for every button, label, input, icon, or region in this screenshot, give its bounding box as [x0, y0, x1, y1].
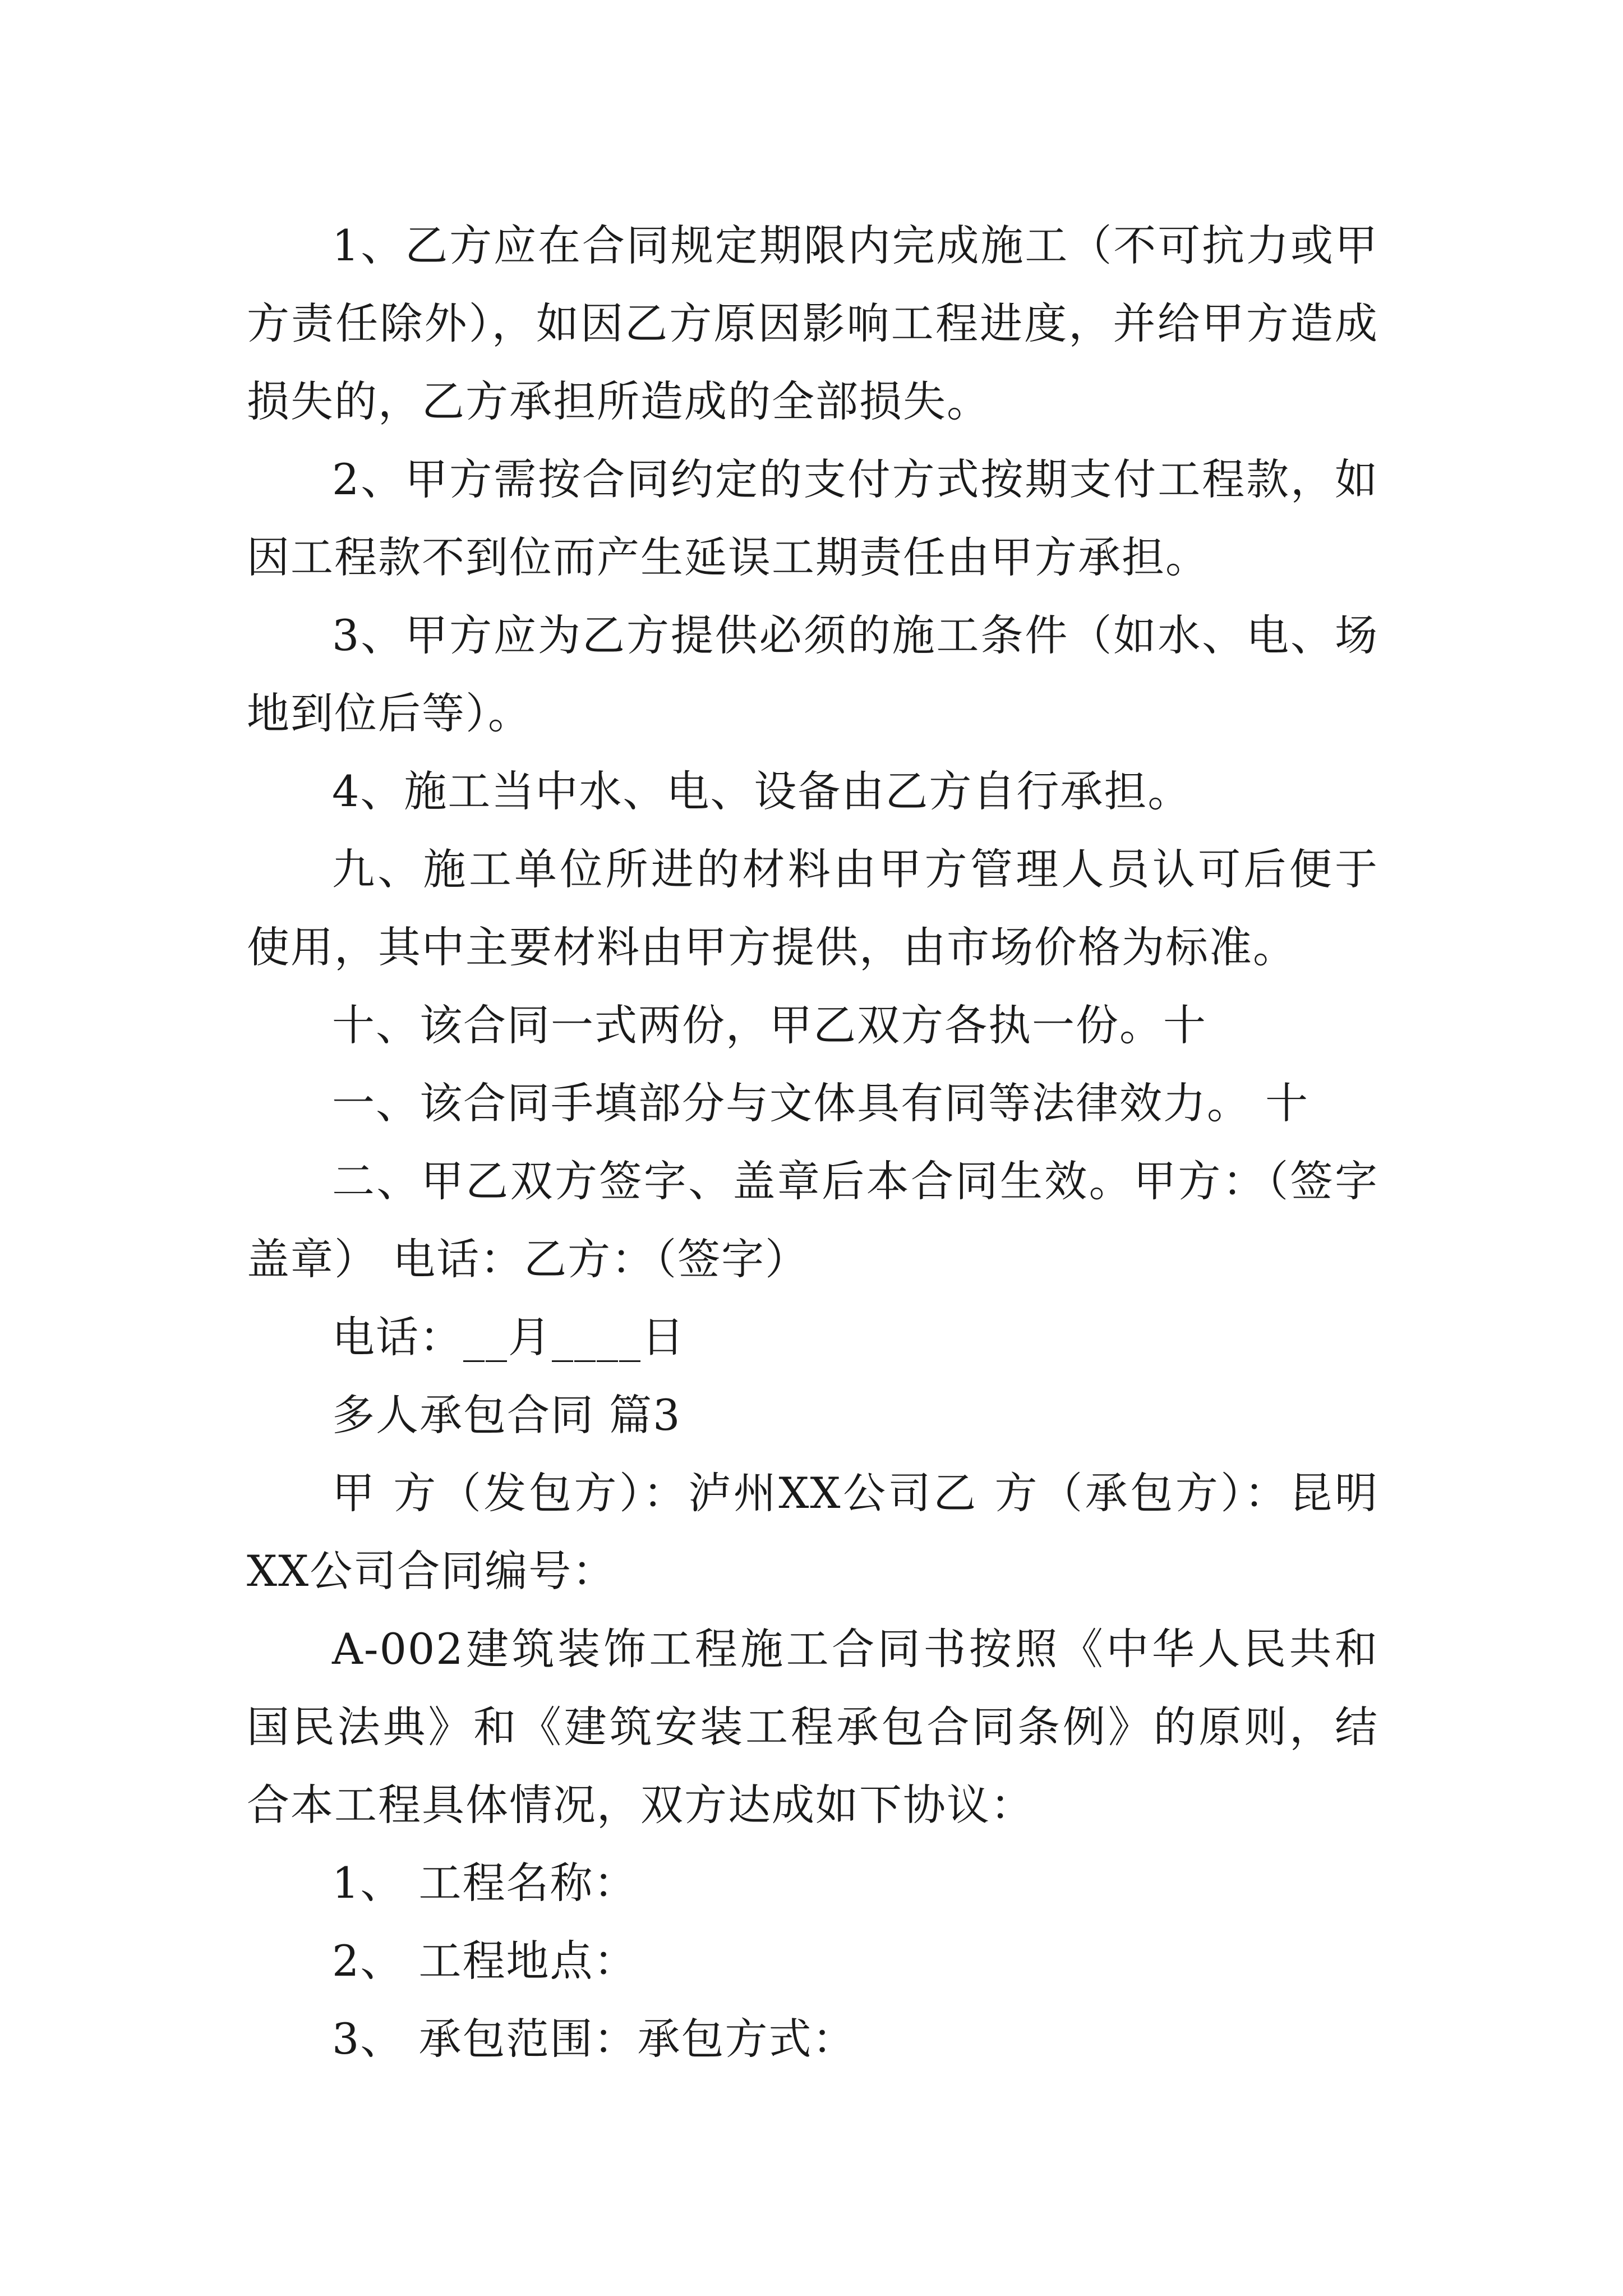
item-project-name: 1、 工程名称： — [332, 1858, 638, 1908]
section-heading: 多人承包合同 篇3 — [332, 1390, 681, 1440]
item-contract-scope: 3、 承包范围：承包方式： — [332, 2014, 856, 2064]
document-body — [247, 206, 1378, 2078]
clause-11-handwritten: 一、该合同手填部分与文体具有同等法律效力。 十 — [332, 1078, 1310, 1128]
clause-3-site-conditions: 3、甲方应为乙方提供必须的施工条件（如水、电、场地到位后等）。 — [247, 610, 1378, 738]
clause-1-construction-deadline: 1、乙方应在合同规定期限内完成施工（不可抗力或甲方责任除外），如因乙方原因影响工程进度，并给甲方造成损失的，乙方承担所造成的全部损失。 — [247, 220, 1378, 426]
clause-2-payment: 2、甲方需按合同约定的支付方式按期支付工程款，如因工程款不到位而产生延误工期责任由甲方承担。 — [247, 454, 1378, 582]
signature-date-line: 电话：__月____日 — [332, 1312, 685, 1362]
parties-line: 甲 方（发包方）：泸州XX公司乙 方（承包方）：昆明XX公司合同编号： — [247, 1468, 1378, 1596]
contract-preamble: A-002建筑装饰工程施工合同书按照《中华人民共和国民法典》和《建筑安装工程承包合同条例》的原则，结合本工程具体情况，双方达成如下协议： — [247, 1624, 1378, 1830]
clause-9-materials: 九、施工单位所进的材料由甲方管理人员认可后便于使用，其中主要材料由甲方提供，由市场价格为标准。 — [247, 844, 1378, 972]
clause-4-utilities: 4、施工当中水、电、设备由乙方自行承担。 — [332, 766, 1192, 816]
clause-10-copies: 十、该合同一式两份，甲乙双方各执一份。十 — [332, 1000, 1207, 1050]
item-project-location: 2、 工程地点： — [332, 1936, 638, 1986]
clause-12-signatures: 二、甲乙双方签字、盖章后本合同生效。甲方：（签字盖章） 电话：乙方：（签字） — [247, 1156, 1378, 1284]
